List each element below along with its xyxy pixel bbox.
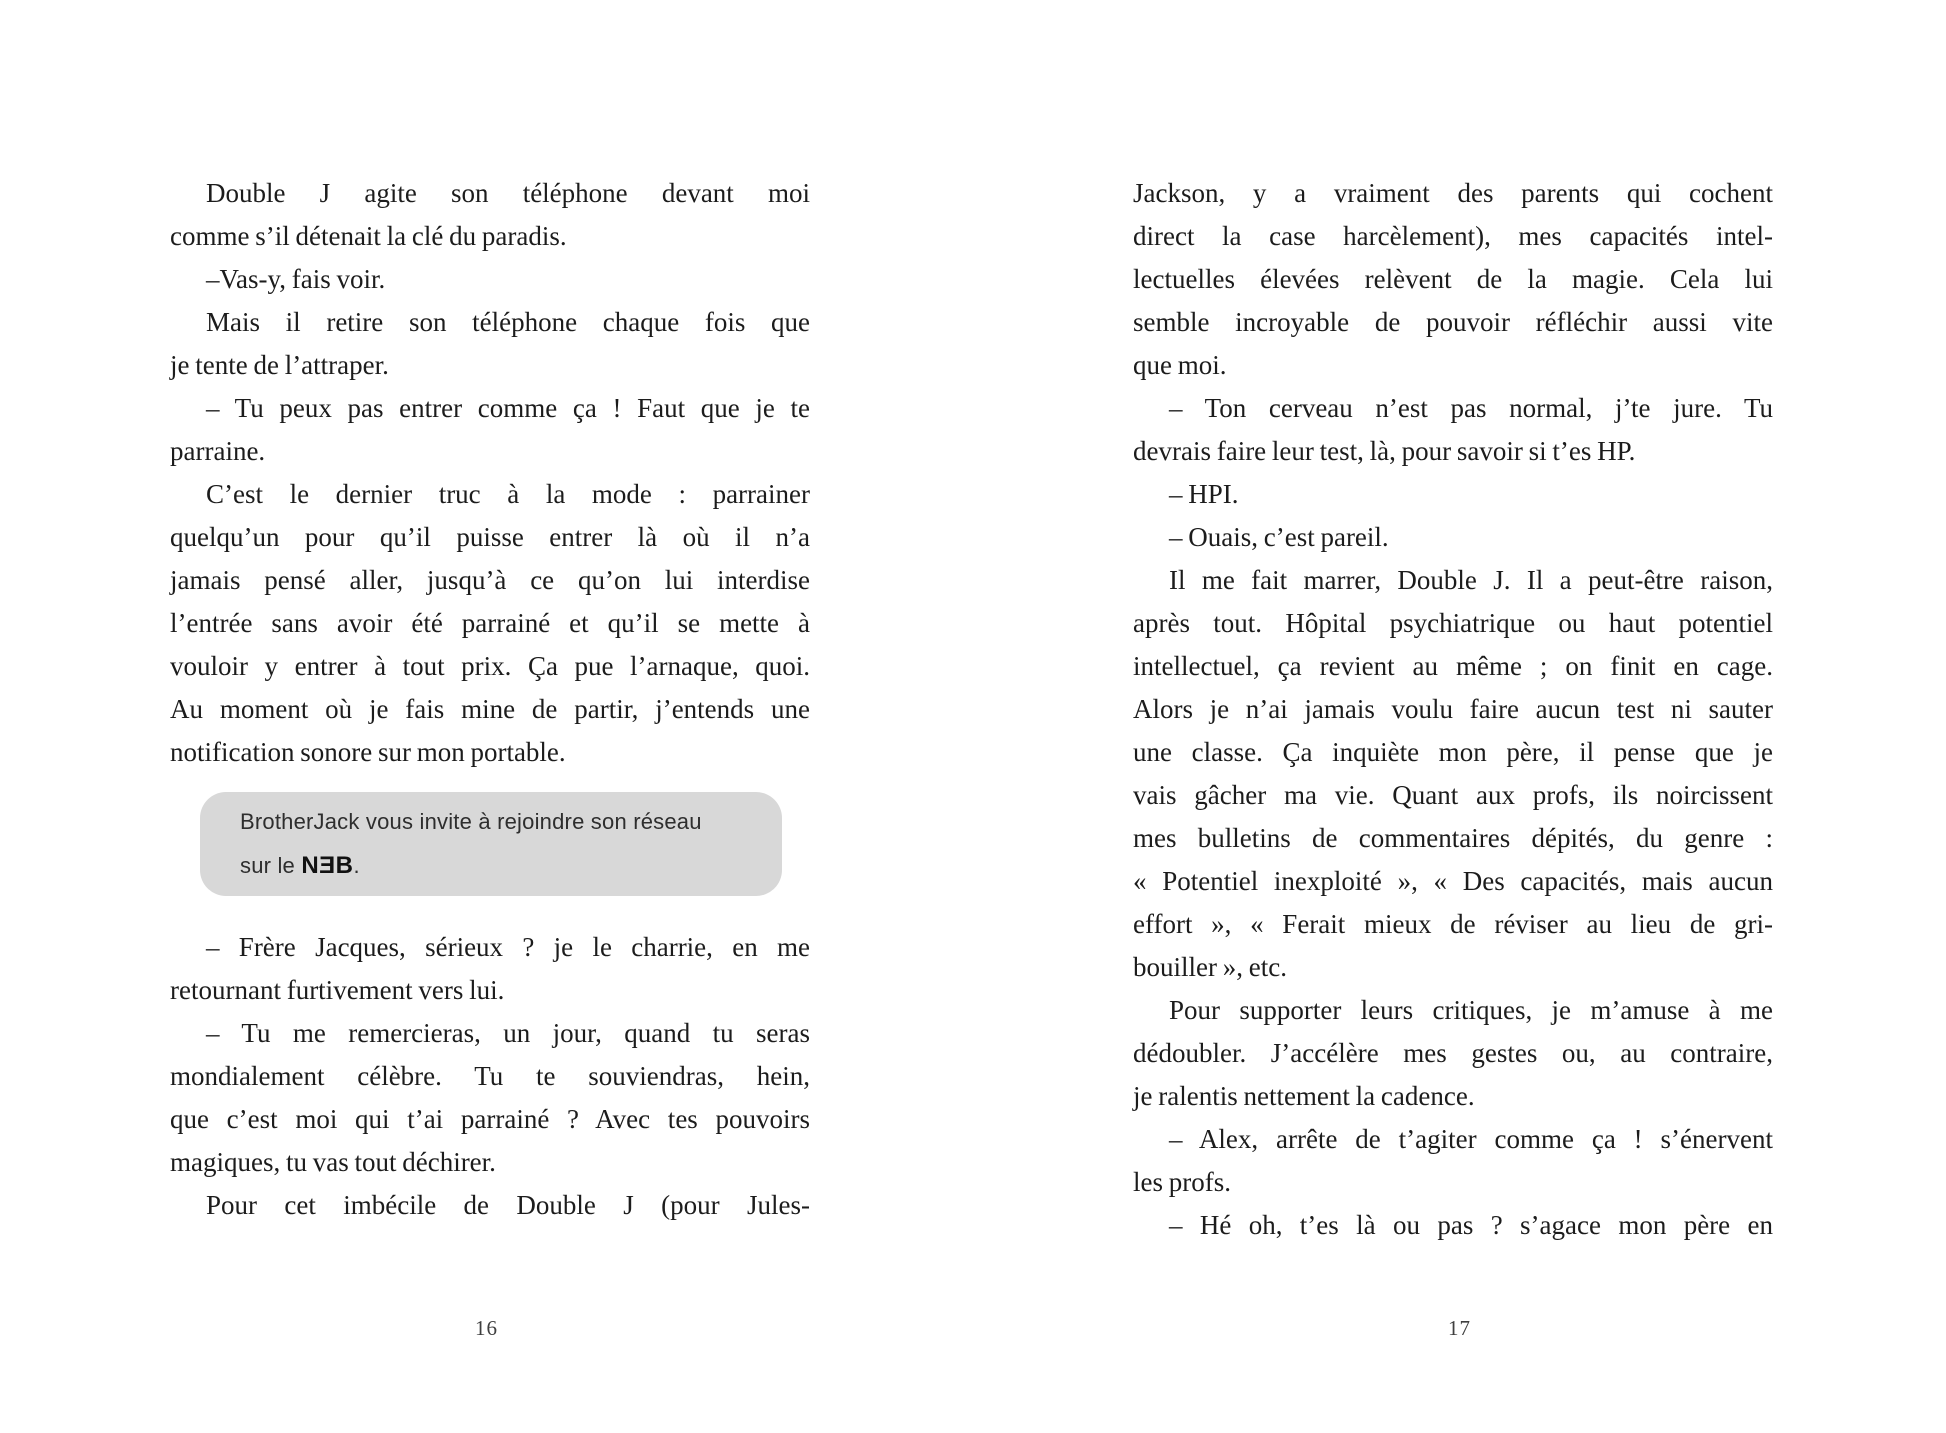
text-line: – Tu peux pas entrer comme ça ! Faut que je te	[206, 393, 810, 423]
notification-line2-prefix: sur le	[240, 853, 302, 878]
text-line: magiques, tu vas tout déchirer.	[170, 1147, 496, 1177]
text-line: vouloir y entrer à tout prix. Ça pue l’arnaque, quoi.	[170, 651, 810, 681]
text-column-left	[170, 172, 810, 1227]
text-line: je tente de l’attraper.	[170, 350, 389, 380]
text-line: Pour supporter leurs critiques, je m’amuse à me	[1169, 995, 1773, 1025]
text-block	[1133, 172, 1773, 1247]
text-line: retournant furtivement vers lui.	[170, 975, 505, 1005]
text-line: comme s’il détenait la clé du paradis.	[170, 221, 567, 251]
text-line: mondialement célèbre. Tu te souviendras, hein,	[170, 1061, 810, 1091]
text-line: effort », « Ferait mieux de réviser au lieu de gri-	[1133, 909, 1773, 939]
text-line: intellectuel, ça revient au même ; on finit en cage.	[1133, 651, 1773, 681]
text-line: bouiller », etc.	[1133, 952, 1287, 982]
text-block-bottom	[170, 926, 810, 1227]
notification-line2-suffix: .	[353, 853, 360, 878]
page-17	[973, 0, 1946, 1433]
text-line: l’entrée sans avoir été parrainé et qu’il se mette à	[170, 608, 810, 638]
text-line: que c’est moi qui t’ai parrainé ? Avec tes pouvoirs	[170, 1104, 810, 1134]
text-line: – Frère Jacques, sérieux ? je le charrie, en me	[206, 932, 810, 962]
text-line: C’est le dernier truc à la mode : parrainer	[206, 479, 810, 509]
text-line: semble incroyable de pouvoir réfléchir aussi vite	[1133, 307, 1773, 337]
text-line: – Ouais, c’est pareil.	[1169, 522, 1389, 552]
text-line: – Ton cerveau n’est pas normal, j’te jure. Tu	[1169, 393, 1773, 423]
text-line: Pour cet imbécile de Double J (pour Jules-	[206, 1190, 810, 1220]
text-line: après tout. Hôpital psychiatrique ou haut potentiel	[1133, 608, 1773, 638]
text-line: –Vas-y, fais voir.	[206, 264, 386, 294]
text-line: Mais il retire son téléphone chaque fois que	[206, 307, 810, 337]
page-number-left: 16	[475, 1316, 498, 1340]
text-line: direct la case harcèlement), mes capacités intel-	[1133, 221, 1773, 251]
text-line: Jackson, y a vraiment des parents qui cochent	[1133, 178, 1773, 208]
text-line: Alors je n’ai jamais voulu faire aucun test ni sauter	[1133, 694, 1773, 724]
text-line: jamais pensé aller, jusqu’à ce qu’on lui interdise	[170, 565, 810, 595]
notification-line1: BrotherJack vous invite à rejoindre son réseau	[240, 809, 702, 834]
text-line: mes bulletins de commentaires dépités, du genre :	[1133, 823, 1773, 853]
text-line: que moi.	[1133, 350, 1227, 380]
text-line: notification sonore sur mon portable.	[170, 737, 566, 767]
text-line: – Tu me remercieras, un jour, quand tu seras	[206, 1018, 810, 1048]
text-line: – Alex, arrête de t’agiter comme ça ! s’énervent	[1169, 1124, 1773, 1154]
text-line: une classe. Ça inquiète mon père, il pense que je	[1133, 737, 1773, 767]
text-line: je ralentis nettement la cadence.	[1133, 1081, 1475, 1111]
text-block-top	[170, 172, 810, 774]
text-line: – Hé oh, t’es là ou pas ? s’agace mon père en	[1169, 1210, 1773, 1240]
text-line: vais gâcher ma vie. Quant aux profs, ils noircissent	[1133, 780, 1773, 810]
neb-brand-wordmark: NƎB	[301, 852, 354, 879]
text-line: Double J agite son téléphone devant moi	[206, 178, 810, 208]
text-line: devrais faire leur test, là, pour savoir si t’es HP.	[1133, 436, 1636, 466]
text-line: – HPI.	[1169, 479, 1239, 509]
page-number-right: 17	[1448, 1316, 1471, 1340]
text-line: dédoubler. J’accélère mes gestes ou, au contraire,	[1133, 1038, 1773, 1068]
text-line: « Potentiel inexploité », « Des capacités, mais aucun	[1133, 866, 1773, 896]
text-line: Au moment où je fais mine de partir, j’entends une	[170, 694, 810, 724]
text-line: lectuelles élevées relèvent de la magie. Cela lui	[1133, 264, 1773, 294]
text-column-right	[1133, 172, 1773, 1247]
text-line: les profs.	[1133, 1167, 1231, 1197]
text-line: Il me fait marrer, Double J. Il a peut-être raison,	[1169, 565, 1773, 595]
neb-invite-notification	[200, 792, 782, 896]
text-line: quelqu’un pour qu’il puisse entrer là où il n’a	[170, 522, 810, 552]
text-line: parraine.	[170, 436, 266, 466]
